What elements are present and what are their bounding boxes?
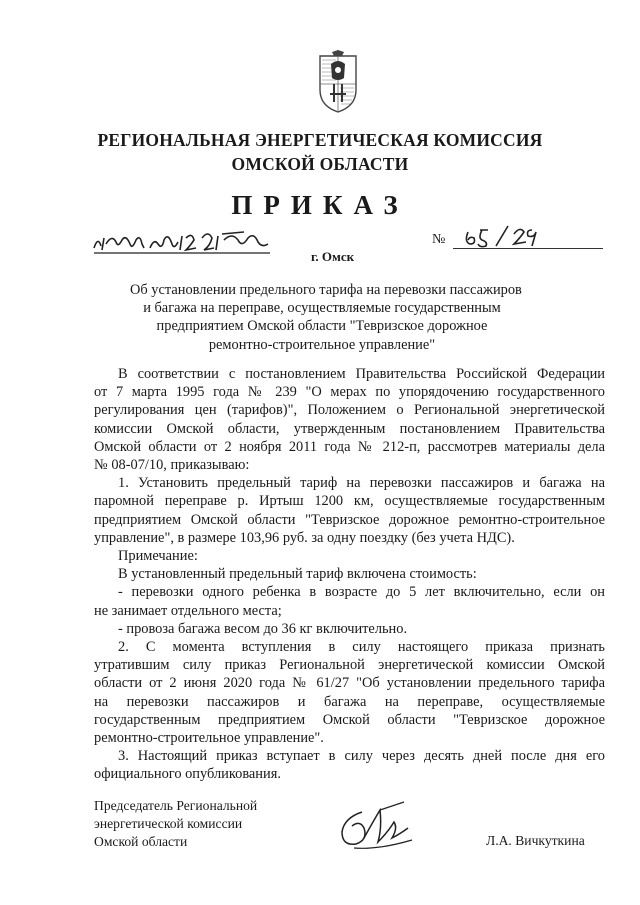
signatory-position-line: Председатель Региональной [94,798,258,813]
body-text-line: - перевозки одного ребенка в возрасте до 5 лет включительно, если он [118,584,605,601]
signatory-position-line: энергетической комиссии [94,816,243,831]
body-text-line: № 08-07/10, приказываю: [94,457,250,474]
body-text-line: управление", в размере 103,96 руб. за одну поездку (без учета НДС). [94,529,515,546]
body-text-line: на перевозки пассажиров и багажа на переправе, осуществляемые [94,693,605,710]
body-text-line: В соответствии с постановлением Правительства Российской Федерации [118,366,605,382]
signatory-position [94,797,257,851]
body-text-line: - провоза багажа весом до 36 кг включительно. [118,620,408,637]
body-text-line: регулирования цен (тарифов)", Положением о Региональной энергетической [94,402,605,419]
city-label: г. Омск [311,249,355,264]
order-title [130,281,522,354]
handwritten-date [92,226,272,256]
body-text-line: не занимает отдельного места; [94,602,282,619]
body-text-line: Омской области от 2 ноября 2011 года № 212-п, рассмотрев материалы дела [94,438,605,455]
signatory-position-line: Омской области [94,834,188,849]
order-body-text [94,365,605,784]
order-number-label: № [432,232,446,247]
body-text-line: официального опубликования. [94,766,281,783]
body-text-line: В установленный предельный тариф включена стоимость: [118,566,477,583]
body-text-line: государственным предприятием Омской области "Тевризское дорожное [94,711,605,728]
order-title-line: ремонтно-строительное управление" [208,336,436,353]
order-title-line: и багажа на переправе, осуществляемые государственным [143,300,501,317]
order-title-line: предприятием Омской области "Тевризское дорожное [156,318,488,335]
document-type-title: ПРИКАЗ [231,190,409,220]
order-title-line: Об установлении предельного тарифа на перевозки пассажиров [130,282,522,298]
body-text-line: ремонтно-строительное управление". [94,730,324,747]
body-text-line: 2. С момента вступления в силу настоящего приказа признать [118,639,605,656]
handwritten-signature [334,798,424,854]
body-text-line: от 7 марта 1995 года № 239 "О мерах по упорядочению государственного [94,384,605,401]
body-text-line: 1. Установить предельный тариф на перевозки пассажиров и багажа на [118,475,605,492]
organization-name-line2: ОМСКОЙ ОБЛАСТИ [231,154,409,174]
coat-of-arms-emblem [318,50,358,114]
body-text-line: утратившим силу приказ Региональной энергетической комиссии Омской [94,657,605,674]
body-text-line: паромной переправе р. Иртыш 1200 км, осуществляемые государственным [94,493,605,510]
body-text-line: предприятием Омской области "Тевризское дорожное ремонтно-строительное [94,511,605,528]
body-text-line: комиссии Омской области, утвержденным постановлением Правительства [94,420,605,437]
organization-name-line1: РЕГИОНАЛЬНАЯ ЭНЕРГЕТИЧЕСКАЯ КОМИССИЯ [97,130,543,150]
body-text-line: области от 2 июня 2020 года № 61/27 "Об установлении предельного тарифа [94,675,605,692]
order-number-underline [453,248,603,249]
signatory-name: Л.А. Вичкуткина [486,833,585,848]
body-text-line: 3. Настоящий приказ вступает в силу через десять дней после дня его [118,748,605,765]
body-text-line: Примечание: [118,548,198,565]
handwritten-order-number [462,222,552,250]
